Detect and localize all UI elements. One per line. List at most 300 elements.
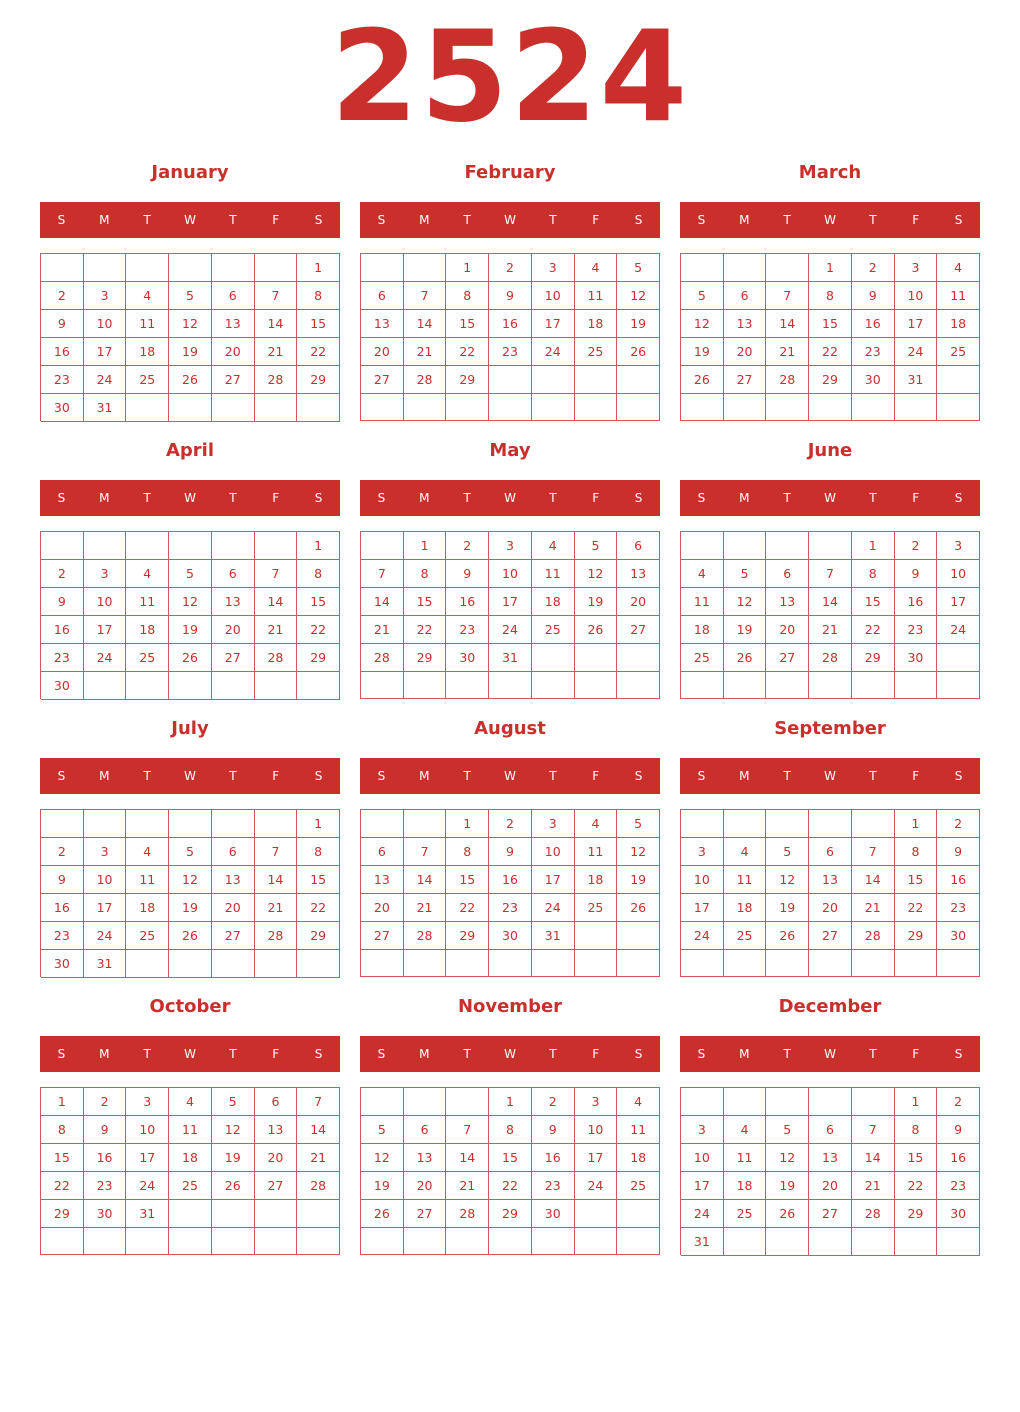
empty-day-cell — [852, 1228, 895, 1256]
weekday-label: T — [463, 491, 471, 505]
empty-day-cell — [297, 1228, 340, 1255]
weekday-label: F — [272, 1047, 280, 1061]
day-cell: 17 — [681, 1172, 724, 1200]
weekday-label: M — [99, 1047, 110, 1061]
day-cell: 4 — [126, 838, 169, 866]
weekday-label: S — [57, 213, 66, 227]
empty-day-cell — [446, 1228, 489, 1255]
day-cell: 16 — [41, 894, 84, 922]
day-cell: 1 — [895, 1088, 938, 1116]
weekday-header — [680, 480, 980, 516]
day-cell: 22 — [489, 1172, 532, 1200]
day-cell: 26 — [169, 922, 212, 950]
day-cell: 4 — [126, 282, 169, 310]
day-cell: 7 — [446, 1116, 489, 1144]
empty-day-cell — [809, 1088, 852, 1116]
day-cell: 12 — [724, 588, 767, 616]
day-cell: 14 — [446, 1144, 489, 1172]
day-cell: 12 — [617, 282, 660, 310]
empty-day-cell — [361, 394, 404, 421]
day-cell: 12 — [212, 1116, 255, 1144]
day-cell: 29 — [446, 366, 489, 394]
empty-day-cell — [361, 1088, 404, 1116]
empty-day-cell — [575, 922, 618, 950]
empty-day-cell — [446, 394, 489, 421]
empty-day-cell — [404, 810, 447, 838]
day-cell: 17 — [84, 616, 127, 644]
day-cell: 15 — [446, 866, 489, 894]
weekday-label: S — [954, 491, 963, 505]
day-cell: 6 — [809, 1116, 852, 1144]
day-cell: 4 — [126, 560, 169, 588]
month-february — [360, 160, 660, 422]
day-cell: 28 — [852, 1200, 895, 1228]
day-cell: 21 — [446, 1172, 489, 1200]
empty-day-cell — [575, 366, 618, 394]
weekday-header — [40, 202, 340, 238]
empty-day-cell — [361, 950, 404, 977]
day-cell: 8 — [852, 560, 895, 588]
day-cell: 24 — [84, 366, 127, 394]
day-cell: 6 — [212, 282, 255, 310]
month-june — [680, 438, 980, 700]
empty-day-cell — [724, 950, 767, 977]
day-grid — [360, 253, 660, 421]
day-cell: 25 — [617, 1172, 660, 1200]
month-name: March — [798, 162, 862, 183]
day-cell: 2 — [937, 810, 980, 838]
day-cell: 8 — [809, 282, 852, 310]
day-cell: 11 — [126, 866, 169, 894]
day-cell: 27 — [766, 644, 809, 672]
day-cell: 1 — [489, 1088, 532, 1116]
day-cell: 11 — [724, 866, 767, 894]
empty-day-cell — [937, 672, 980, 699]
empty-day-cell — [489, 366, 532, 394]
day-cell: 6 — [212, 560, 255, 588]
day-cell: 11 — [681, 588, 724, 616]
weekday-label: M — [419, 769, 430, 783]
day-cell: 2 — [446, 532, 489, 560]
day-cell: 13 — [617, 560, 660, 588]
empty-day-cell — [617, 366, 660, 394]
day-cell: 21 — [809, 616, 852, 644]
day-cell: 4 — [532, 532, 575, 560]
weekday-label: S — [634, 769, 643, 783]
day-cell: 7 — [766, 282, 809, 310]
empty-day-cell — [84, 810, 127, 838]
month-name: April — [165, 440, 215, 461]
day-cell: 2 — [895, 532, 938, 560]
day-cell: 23 — [489, 894, 532, 922]
day-cell: 3 — [681, 1116, 724, 1144]
day-cell: 6 — [212, 838, 255, 866]
day-cell: 15 — [297, 310, 340, 338]
weekday-label: T — [869, 1047, 877, 1061]
day-cell: 14 — [255, 866, 298, 894]
empty-day-cell — [937, 644, 980, 672]
empty-day-cell — [532, 394, 575, 421]
weekday-label: T — [143, 1047, 151, 1061]
day-cell: 6 — [361, 282, 404, 310]
day-cell: 7 — [297, 1088, 340, 1116]
day-cell: 14 — [852, 1144, 895, 1172]
day-cell: 1 — [297, 254, 340, 282]
day-cell: 18 — [575, 866, 618, 894]
day-cell: 23 — [84, 1172, 127, 1200]
day-cell: 22 — [297, 616, 340, 644]
empty-day-cell — [212, 254, 255, 282]
month-name: June — [807, 440, 853, 461]
empty-day-cell — [766, 950, 809, 977]
day-cell: 31 — [489, 644, 532, 672]
day-cell: 20 — [724, 338, 767, 366]
weekday-label: T — [229, 769, 237, 783]
empty-day-cell — [126, 394, 169, 422]
day-cell: 28 — [255, 922, 298, 950]
weekday-label: T — [549, 213, 557, 227]
empty-day-cell — [766, 1228, 809, 1256]
empty-day-cell — [489, 394, 532, 421]
day-cell: 25 — [126, 922, 169, 950]
empty-day-cell — [404, 1228, 447, 1255]
day-cell: 18 — [724, 894, 767, 922]
empty-day-cell — [532, 644, 575, 672]
day-cell: 5 — [617, 254, 660, 282]
empty-day-cell — [255, 810, 298, 838]
day-cell: 3 — [84, 282, 127, 310]
day-cell: 28 — [446, 1200, 489, 1228]
day-cell: 14 — [404, 310, 447, 338]
day-cell: 13 — [212, 866, 255, 894]
weekday-label: W — [824, 491, 836, 505]
day-cell: 13 — [255, 1116, 298, 1144]
day-cell: 26 — [617, 338, 660, 366]
day-cell: 20 — [809, 1172, 852, 1200]
day-cell: 31 — [681, 1228, 724, 1256]
day-cell: 21 — [361, 616, 404, 644]
day-grid — [40, 253, 340, 421]
empty-day-cell — [255, 532, 298, 560]
weekday-label: W — [824, 213, 836, 227]
day-cell: 7 — [809, 560, 852, 588]
empty-day-cell — [489, 950, 532, 977]
day-cell: 15 — [404, 588, 447, 616]
day-cell: 25 — [126, 366, 169, 394]
day-cell: 3 — [937, 532, 980, 560]
day-cell: 16 — [532, 1144, 575, 1172]
month-april — [40, 438, 340, 700]
weekday-label: T — [143, 213, 151, 227]
weekday-label: T — [229, 491, 237, 505]
day-cell: 28 — [404, 366, 447, 394]
day-cell: 29 — [297, 922, 340, 950]
empty-day-cell — [169, 254, 212, 282]
day-cell: 30 — [41, 394, 84, 422]
empty-day-cell — [895, 950, 938, 977]
day-cell: 20 — [212, 616, 255, 644]
day-cell: 8 — [297, 282, 340, 310]
day-cell: 10 — [575, 1116, 618, 1144]
day-cell: 20 — [617, 588, 660, 616]
empty-day-cell — [212, 672, 255, 700]
day-cell: 14 — [255, 588, 298, 616]
day-cell: 4 — [169, 1088, 212, 1116]
day-cell: 22 — [297, 338, 340, 366]
day-cell: 21 — [766, 338, 809, 366]
empty-day-cell — [255, 950, 298, 978]
day-cell: 22 — [852, 616, 895, 644]
day-cell: 24 — [532, 338, 575, 366]
empty-day-cell — [809, 810, 852, 838]
day-cell: 24 — [937, 616, 980, 644]
day-cell: 15 — [446, 310, 489, 338]
day-cell: 31 — [532, 922, 575, 950]
empty-day-cell — [532, 1228, 575, 1255]
month-name: July — [171, 718, 209, 739]
weekday-label: S — [57, 769, 66, 783]
day-cell: 3 — [84, 838, 127, 866]
day-cell: 11 — [126, 310, 169, 338]
day-cell: 21 — [297, 1144, 340, 1172]
weekday-label: F — [592, 1047, 600, 1061]
day-cell: 21 — [852, 1172, 895, 1200]
day-cell: 17 — [126, 1144, 169, 1172]
weekday-label: F — [592, 491, 600, 505]
weekday-label: S — [314, 491, 323, 505]
empty-day-cell — [895, 672, 938, 699]
day-cell: 14 — [766, 310, 809, 338]
day-cell: 3 — [532, 810, 575, 838]
empty-day-cell — [575, 1200, 618, 1228]
day-cell: 27 — [212, 366, 255, 394]
day-cell: 23 — [41, 922, 84, 950]
empty-day-cell — [575, 950, 618, 977]
year-title: 2524 — [330, 3, 690, 150]
day-cell: 6 — [404, 1116, 447, 1144]
day-cell: 13 — [212, 588, 255, 616]
day-cell: 2 — [84, 1088, 127, 1116]
weekday-label: M — [739, 213, 750, 227]
empty-day-cell — [681, 394, 724, 421]
day-cell: 9 — [895, 560, 938, 588]
weekday-label: T — [783, 491, 791, 505]
day-cell: 2 — [532, 1088, 575, 1116]
month-name: November — [457, 996, 563, 1017]
day-cell: 8 — [297, 838, 340, 866]
day-cell: 27 — [724, 366, 767, 394]
weekday-label: S — [634, 491, 643, 505]
day-cell: 2 — [489, 810, 532, 838]
empty-day-cell — [404, 394, 447, 421]
day-cell: 8 — [895, 838, 938, 866]
empty-day-cell — [724, 254, 767, 282]
empty-day-cell — [681, 672, 724, 699]
day-cell: 12 — [575, 560, 618, 588]
day-cell: 9 — [41, 588, 84, 616]
day-cell: 3 — [575, 1088, 618, 1116]
weekday-label: T — [229, 213, 237, 227]
day-cell: 28 — [255, 366, 298, 394]
month-march — [680, 160, 980, 422]
day-cell: 18 — [126, 338, 169, 366]
day-cell: 16 — [937, 1144, 980, 1172]
empty-day-cell — [895, 394, 938, 421]
day-grid — [680, 1087, 980, 1255]
day-cell: 10 — [84, 866, 127, 894]
day-cell: 2 — [489, 254, 532, 282]
day-cell: 20 — [766, 616, 809, 644]
day-cell: 25 — [724, 922, 767, 950]
day-cell: 24 — [575, 1172, 618, 1200]
day-cell: 22 — [446, 894, 489, 922]
day-cell: 28 — [852, 922, 895, 950]
day-cell: 1 — [895, 810, 938, 838]
day-cell: 10 — [681, 1144, 724, 1172]
empty-day-cell — [446, 672, 489, 699]
day-cell: 6 — [724, 282, 767, 310]
day-cell: 22 — [41, 1172, 84, 1200]
empty-day-cell — [575, 644, 618, 672]
day-cell: 20 — [212, 894, 255, 922]
empty-day-cell — [41, 1228, 84, 1255]
weekday-label: S — [697, 1047, 706, 1061]
empty-day-cell — [809, 950, 852, 977]
empty-day-cell — [766, 672, 809, 699]
empty-day-cell — [489, 672, 532, 699]
day-cell: 18 — [126, 894, 169, 922]
empty-day-cell — [212, 532, 255, 560]
empty-day-cell — [681, 1088, 724, 1116]
day-cell: 9 — [446, 560, 489, 588]
weekday-label: W — [184, 1047, 196, 1061]
empty-day-cell — [724, 1228, 767, 1256]
day-cell: 2 — [41, 282, 84, 310]
day-cell: 19 — [681, 338, 724, 366]
empty-day-cell — [681, 950, 724, 977]
day-cell: 15 — [297, 866, 340, 894]
day-cell: 4 — [617, 1088, 660, 1116]
day-cell: 9 — [41, 866, 84, 894]
day-cell: 17 — [895, 310, 938, 338]
day-cell: 25 — [169, 1172, 212, 1200]
day-cell: 10 — [681, 866, 724, 894]
day-cell: 27 — [617, 616, 660, 644]
weekday-label: S — [634, 1047, 643, 1061]
weekday-label: S — [697, 491, 706, 505]
day-cell: 9 — [41, 310, 84, 338]
empty-day-cell — [212, 810, 255, 838]
day-cell: 29 — [809, 366, 852, 394]
weekday-label: T — [143, 769, 151, 783]
day-cell: 19 — [617, 866, 660, 894]
day-cell: 26 — [361, 1200, 404, 1228]
day-cell: 3 — [895, 254, 938, 282]
day-cell: 8 — [297, 560, 340, 588]
empty-day-cell — [617, 394, 660, 421]
day-cell: 18 — [681, 616, 724, 644]
empty-day-cell — [575, 1228, 618, 1255]
day-cell: 23 — [489, 338, 532, 366]
day-cell: 26 — [617, 894, 660, 922]
day-cell: 29 — [446, 922, 489, 950]
day-cell: 25 — [575, 894, 618, 922]
weekday-label: T — [463, 769, 471, 783]
day-cell: 7 — [404, 282, 447, 310]
month-july — [40, 716, 340, 978]
weekday-label: F — [272, 491, 280, 505]
day-cell: 26 — [766, 922, 809, 950]
empty-day-cell — [404, 950, 447, 977]
day-cell: 29 — [852, 644, 895, 672]
day-cell: 11 — [575, 838, 618, 866]
day-cell: 28 — [404, 922, 447, 950]
day-cell: 9 — [937, 838, 980, 866]
day-cell: 29 — [297, 644, 340, 672]
day-cell: 25 — [532, 616, 575, 644]
day-cell: 20 — [809, 894, 852, 922]
day-cell: 31 — [126, 1200, 169, 1228]
weekday-label: T — [783, 1047, 791, 1061]
weekday-label: F — [592, 213, 600, 227]
day-cell: 19 — [169, 894, 212, 922]
day-cell: 7 — [404, 838, 447, 866]
day-cell: 8 — [489, 1116, 532, 1144]
weekday-label: T — [463, 213, 471, 227]
day-cell: 13 — [361, 310, 404, 338]
weekday-header — [680, 202, 980, 238]
day-cell: 29 — [404, 644, 447, 672]
day-cell: 26 — [766, 1200, 809, 1228]
day-cell: 24 — [84, 644, 127, 672]
day-cell: 15 — [895, 866, 938, 894]
empty-day-cell — [532, 672, 575, 699]
empty-day-cell — [809, 1228, 852, 1256]
empty-day-cell — [169, 532, 212, 560]
weekday-header — [360, 202, 660, 238]
weekday-label: T — [869, 213, 877, 227]
empty-day-cell — [169, 1228, 212, 1255]
day-cell: 5 — [212, 1088, 255, 1116]
weekday-header — [680, 758, 980, 794]
day-cell: 19 — [766, 1172, 809, 1200]
day-cell: 21 — [404, 338, 447, 366]
day-cell: 4 — [575, 254, 618, 282]
day-cell: 27 — [404, 1200, 447, 1228]
day-cell: 5 — [766, 838, 809, 866]
day-cell: 10 — [489, 560, 532, 588]
empty-day-cell — [809, 394, 852, 421]
day-cell: 4 — [724, 1116, 767, 1144]
weekday-label: S — [314, 769, 323, 783]
day-cell: 3 — [126, 1088, 169, 1116]
weekday-label: T — [783, 213, 791, 227]
day-cell: 9 — [937, 1116, 980, 1144]
empty-day-cell — [297, 672, 340, 700]
day-cell: 24 — [681, 922, 724, 950]
empty-day-cell — [532, 950, 575, 977]
month-name: May — [489, 440, 531, 461]
day-cell: 19 — [724, 616, 767, 644]
weekday-label: S — [314, 213, 323, 227]
month-name: August — [474, 718, 546, 739]
day-cell: 1 — [297, 532, 340, 560]
empty-day-cell — [41, 254, 84, 282]
day-cell: 21 — [255, 894, 298, 922]
day-cell: 17 — [489, 588, 532, 616]
day-cell: 23 — [937, 1172, 980, 1200]
empty-day-cell — [404, 1088, 447, 1116]
